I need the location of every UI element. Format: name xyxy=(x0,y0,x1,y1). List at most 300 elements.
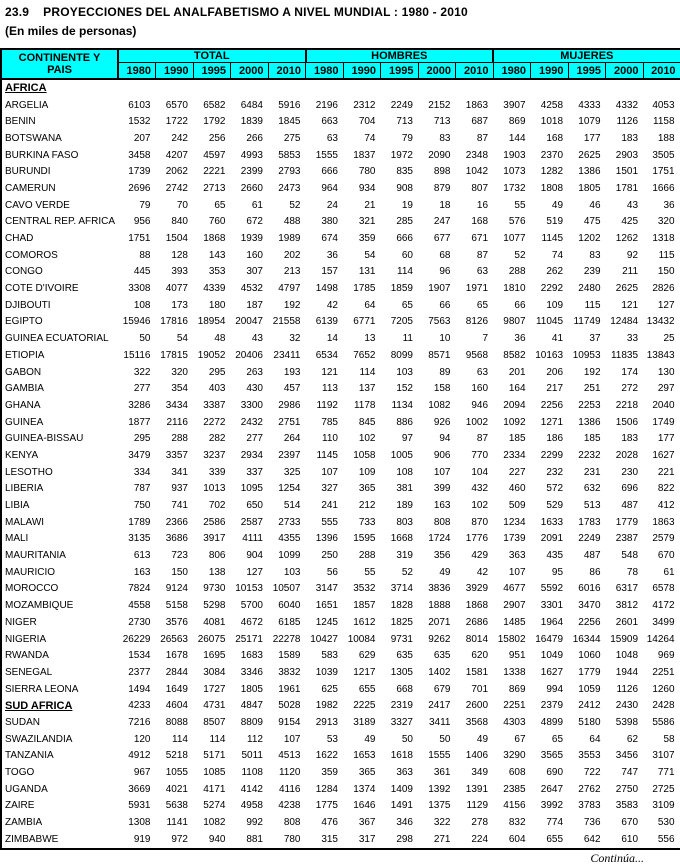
value-cell: 49 xyxy=(364,733,376,745)
value-cell: 107 xyxy=(508,566,526,578)
value-cell: 655 xyxy=(546,833,564,845)
value-cell: 41 xyxy=(551,333,564,345)
value-cell: 1612 xyxy=(353,616,376,628)
value-cell: 1627 xyxy=(540,666,564,678)
value-cell: 21 xyxy=(364,199,376,211)
value-cell: 432 xyxy=(471,483,489,495)
table-row xyxy=(1,581,680,598)
value-cell: 114 xyxy=(397,266,413,278)
table-row xyxy=(1,214,680,231)
value-cell: 365 xyxy=(358,483,376,495)
value-cell: 60 xyxy=(401,249,413,261)
value-cell: 256 xyxy=(208,132,226,144)
value-cell: 1555 xyxy=(428,750,451,762)
value-cell: 102 xyxy=(471,500,489,512)
value-cell: 808 xyxy=(433,516,451,528)
value-cell: 6771 xyxy=(353,316,376,328)
value-cell: 1082 xyxy=(203,817,226,829)
value-cell: 2312 xyxy=(353,99,376,111)
value-cell: 109 xyxy=(358,466,376,478)
table-row xyxy=(1,531,680,548)
value-cell: 946 xyxy=(471,399,489,411)
value-cell: 7652 xyxy=(353,349,376,361)
value-cell: 83 xyxy=(589,249,601,261)
value-cell: 174 xyxy=(621,366,639,378)
value-cell: 115 xyxy=(584,299,601,311)
value-cell: 632 xyxy=(583,483,601,495)
value-cell: 2934 xyxy=(240,449,263,461)
value-cell: 114 xyxy=(359,366,376,378)
value-cell: 150 xyxy=(657,266,675,278)
value-cell: 317 xyxy=(358,833,376,845)
value-cell: 163 xyxy=(133,566,151,578)
value-cell: 1145 xyxy=(316,449,338,461)
country-name: COMOROS xyxy=(5,249,58,261)
value-cell: 264 xyxy=(283,433,301,445)
value-cell: 3714 xyxy=(390,583,413,595)
value-cell: 4021 xyxy=(165,783,188,795)
table-row xyxy=(1,798,680,815)
value-cell: 42 xyxy=(476,566,489,578)
value-cell: 1375 xyxy=(428,800,451,812)
value-cell: 16344 xyxy=(572,633,601,645)
value-cell: 2762 xyxy=(578,783,601,795)
value-cell: 10153 xyxy=(235,583,263,595)
value-cell: 1082 xyxy=(428,399,451,411)
value-cell: 157 xyxy=(321,266,338,278)
value-cell: 4797 xyxy=(278,283,301,295)
value-cell: 25171 xyxy=(235,633,263,645)
value-cell: 232 xyxy=(546,466,564,478)
value-cell: 5916 xyxy=(278,99,301,111)
value-cell: 1668 xyxy=(390,533,413,545)
value-cell: 13843 xyxy=(646,349,675,361)
value-cell: 969 xyxy=(657,650,675,662)
value-cell: 3286 xyxy=(128,399,151,411)
value-cell: 188 xyxy=(657,132,675,144)
value-cell: 1633 xyxy=(540,516,564,528)
value-cell: 3505 xyxy=(652,149,675,161)
value-cell: 242 xyxy=(171,132,188,144)
value-cell: 1595 xyxy=(353,533,376,545)
value-cell: 5028 xyxy=(278,700,301,712)
value-cell: 1805 xyxy=(240,683,263,695)
value-cell: 10163 xyxy=(535,349,564,361)
value-cell: 4207 xyxy=(165,149,188,161)
value-cell: 1964 xyxy=(540,616,564,628)
value-cell: 1837 xyxy=(353,149,376,161)
value-cell: 83 xyxy=(439,132,451,144)
value-cell: 5274 xyxy=(203,800,226,812)
header-group-total: TOTAL xyxy=(118,49,306,63)
header-year-2000: 2000 xyxy=(418,63,456,80)
value-cell: 2430 xyxy=(615,700,639,712)
value-cell: 108 xyxy=(133,299,151,311)
header-year-1990: 1990 xyxy=(156,63,194,80)
value-cell: 108 xyxy=(396,466,413,478)
value-cell: 295 xyxy=(208,366,226,378)
country-name: BOTSWANA xyxy=(5,132,62,144)
country-name: NIGER xyxy=(5,616,37,628)
value-cell: 3565 xyxy=(540,750,564,762)
value-cell: 4053 xyxy=(652,99,675,111)
value-cell: 1722 xyxy=(165,116,188,128)
value-cell: 36 xyxy=(514,333,526,345)
value-cell: 1217 xyxy=(353,666,376,678)
header-year-1990: 1990 xyxy=(343,63,381,80)
value-cell: 87 xyxy=(476,249,489,261)
value-cell: 1857 xyxy=(353,600,376,612)
value-cell: 65 xyxy=(401,299,413,311)
value-cell: 642 xyxy=(583,833,601,845)
value-cell: 1792 xyxy=(203,116,226,128)
value-cell: 2600 xyxy=(465,700,489,712)
value-cell: 52 xyxy=(289,199,301,211)
value-cell: 1877 xyxy=(128,416,151,428)
value-cell: 14264 xyxy=(646,633,675,645)
value-cell: 186 xyxy=(546,433,564,445)
value-cell: 475 xyxy=(583,216,601,228)
value-cell: 17815 xyxy=(160,349,188,361)
value-cell: 2480 xyxy=(578,283,601,295)
value-cell: 217 xyxy=(546,383,564,395)
value-cell: 509 xyxy=(508,500,526,512)
value-cell: 6317 xyxy=(615,583,639,595)
value-cell: 192 xyxy=(583,366,601,378)
page-subtitle: (En miles de personas) xyxy=(5,24,137,38)
value-cell: 10953 xyxy=(572,349,601,361)
value-cell: 666 xyxy=(396,233,413,245)
value-cell: 1108 xyxy=(241,767,263,779)
value-cell: 1254 xyxy=(278,483,301,495)
value-cell: 74 xyxy=(551,249,564,261)
value-cell: 2986 xyxy=(278,399,301,411)
value-cell: 1683 xyxy=(240,650,263,662)
value-cell: 20406 xyxy=(235,349,263,361)
value-cell: 1095 xyxy=(240,483,263,495)
value-cell: 1732 xyxy=(503,182,526,194)
value-cell: 625 xyxy=(321,683,338,695)
country-name: SUDAN xyxy=(5,716,41,728)
country-name: BURKINA FASO xyxy=(5,149,79,161)
value-cell: 1863 xyxy=(652,516,675,528)
value-cell: 2062 xyxy=(165,166,188,178)
value-cell: 74 xyxy=(364,132,376,144)
value-cell: 4171 xyxy=(203,783,226,795)
value-cell: 2379 xyxy=(540,700,564,712)
value-cell: 835 xyxy=(396,166,413,178)
value-cell: 513 xyxy=(583,500,601,512)
table-row xyxy=(1,113,680,130)
value-cell: 2249 xyxy=(578,533,601,545)
value-cell: 572 xyxy=(546,483,564,495)
country-name: DJIBOUTI xyxy=(5,299,51,311)
value-cell: 412 xyxy=(657,500,675,512)
value-cell: 4339 xyxy=(203,283,226,295)
value-cell: 3147 xyxy=(315,583,338,595)
value-cell: 2660 xyxy=(240,182,263,194)
value-cell: 3499 xyxy=(652,616,675,628)
value-cell: 63 xyxy=(476,266,489,278)
value-cell: 1825 xyxy=(390,616,413,628)
value-cell: 992 xyxy=(246,817,263,829)
value-cell: 5171 xyxy=(203,750,226,762)
country-name: BENIN xyxy=(5,116,36,128)
value-cell: 2844 xyxy=(165,666,188,678)
value-cell: 1779 xyxy=(578,666,601,678)
value-cell: 64 xyxy=(589,733,601,745)
value-cell: 919 xyxy=(133,833,151,845)
value-cell: 3084 xyxy=(203,666,226,678)
value-cell: 131 xyxy=(358,266,376,278)
value-cell: 1262 xyxy=(615,233,639,245)
country-name: ETIOPIA xyxy=(5,349,45,361)
value-cell: 4597 xyxy=(203,149,226,161)
value-cell: 4532 xyxy=(240,283,263,295)
value-cell: 1042 xyxy=(465,166,489,178)
value-cell: 231 xyxy=(583,466,601,478)
country-name: CENTRAL REP. AFRICA xyxy=(5,216,116,228)
value-cell: 15909 xyxy=(610,633,639,645)
value-cell: 9731 xyxy=(390,633,413,645)
value-cell: 63 xyxy=(476,366,489,378)
table-row xyxy=(1,330,680,347)
value-cell: 1126 xyxy=(616,116,639,128)
value-cell: 10427 xyxy=(310,633,338,645)
value-cell: 1005 xyxy=(390,449,413,461)
table-row xyxy=(1,180,680,197)
value-cell: 2040 xyxy=(652,399,675,411)
value-cell: 2751 xyxy=(278,416,301,428)
value-cell: 7216 xyxy=(128,716,151,728)
value-cell: 110 xyxy=(322,433,338,445)
value-cell: 1903 xyxy=(503,149,526,161)
value-cell: 26229 xyxy=(122,633,151,645)
country-name: CHAD xyxy=(5,233,34,245)
value-cell: 46 xyxy=(589,199,601,211)
value-cell: 807 xyxy=(471,182,489,194)
value-cell: 3832 xyxy=(278,666,301,678)
value-cell: 822 xyxy=(657,483,675,495)
value-cell: 79 xyxy=(139,199,151,211)
value-cell: 1491 xyxy=(390,800,413,812)
value-cell: 3290 xyxy=(503,750,526,762)
table-row xyxy=(1,781,680,798)
value-cell: 3576 xyxy=(165,616,188,628)
table-row xyxy=(1,497,680,514)
header-continente-line: CONTINENTE Y xyxy=(18,52,101,64)
table-row xyxy=(1,447,680,464)
value-cell: 183 xyxy=(621,132,639,144)
country-name: ARGELIA xyxy=(5,99,49,111)
table-row xyxy=(1,247,680,264)
value-cell: 3411 xyxy=(428,716,451,728)
value-cell: 671 xyxy=(471,233,489,245)
value-cell: 2826 xyxy=(652,283,675,295)
value-cell: 487 xyxy=(621,500,639,512)
value-cell: 5218 xyxy=(165,750,188,762)
value-cell: 1202 xyxy=(578,233,601,245)
value-cell: 951 xyxy=(508,650,526,662)
value-cell: 2225 xyxy=(353,700,376,712)
value-cell: 5011 xyxy=(241,750,263,762)
value-cell: 2730 xyxy=(128,616,151,628)
value-cell: 94 xyxy=(439,433,451,445)
value-cell: 4142 xyxy=(240,783,263,795)
value-cell: 994 xyxy=(546,683,564,695)
country-name: SWAZILANDIA xyxy=(5,733,73,745)
value-cell: 666 xyxy=(321,166,338,178)
value-cell: 4333 xyxy=(578,99,601,111)
table-row xyxy=(1,597,680,614)
value-cell: 349 xyxy=(471,767,489,779)
value-cell: 3929 xyxy=(465,583,489,595)
value-cell: 2725 xyxy=(652,783,675,795)
value-cell: 869 xyxy=(508,116,526,128)
value-cell: 19052 xyxy=(197,349,226,361)
value-cell: 10507 xyxy=(272,583,301,595)
table-row xyxy=(1,481,680,498)
value-cell: 8571 xyxy=(428,349,451,361)
value-cell: 870 xyxy=(471,516,489,528)
value-cell: 2428 xyxy=(652,700,675,712)
value-cell: 1775 xyxy=(315,800,338,812)
value-cell: 926 xyxy=(433,416,451,428)
value-cell: 163 xyxy=(433,500,451,512)
value-cell: 2377 xyxy=(128,666,151,678)
value-cell: 722 xyxy=(583,767,601,779)
value-cell: 5592 xyxy=(540,583,564,595)
value-cell: 2601 xyxy=(615,616,639,628)
value-cell: 1260 xyxy=(652,683,675,695)
value-cell: 206 xyxy=(546,366,564,378)
value-cell: 7824 xyxy=(128,583,151,595)
value-cell: 251 xyxy=(583,383,601,395)
value-cell: 334 xyxy=(133,466,151,478)
value-cell: 2432 xyxy=(240,416,263,428)
value-cell: 315 xyxy=(321,833,338,845)
value-cell: 1049 xyxy=(540,650,564,662)
value-cell: 2256 xyxy=(540,399,564,411)
value-cell: 50 xyxy=(401,733,413,745)
value-cell: 1092 xyxy=(503,416,526,428)
value-cell: 898 xyxy=(433,166,451,178)
value-cell: 1972 xyxy=(390,149,413,161)
country-name: MAURITANIA xyxy=(5,550,66,562)
value-cell: 2417 xyxy=(428,700,451,712)
value-cell: 102 xyxy=(358,433,376,445)
value-cell: 3434 xyxy=(165,399,188,411)
value-cell: 6103 xyxy=(128,99,151,111)
country-name: MALAWI xyxy=(5,516,45,528)
value-cell: 247 xyxy=(433,216,451,228)
value-cell: 42 xyxy=(326,299,338,311)
value-cell: 18 xyxy=(439,199,451,211)
value-cell: 1989 xyxy=(278,233,301,245)
value-cell: 629 xyxy=(358,650,376,662)
value-cell: 64 xyxy=(364,299,376,311)
value-cell: 2116 xyxy=(166,416,188,428)
table-row xyxy=(1,614,680,631)
value-cell: 92 xyxy=(626,249,639,261)
value-cell: 103 xyxy=(283,566,301,578)
value-cell: 295 xyxy=(133,433,151,445)
value-cell: 1282 xyxy=(540,166,564,178)
value-cell: 2218 xyxy=(615,399,639,411)
country-name: CONGO xyxy=(5,266,43,278)
value-cell: 15802 xyxy=(497,633,526,645)
value-cell: 96 xyxy=(439,266,451,278)
value-cell: 22278 xyxy=(272,633,301,645)
table-row xyxy=(1,748,680,765)
table-row xyxy=(1,547,680,564)
value-cell: 297 xyxy=(657,383,675,395)
value-cell: 774 xyxy=(546,817,564,829)
value-cell: 10 xyxy=(439,333,451,345)
table-row xyxy=(1,664,680,681)
value-cell: 1944 xyxy=(615,666,639,678)
value-cell: 4156 xyxy=(503,800,526,812)
value-cell: 1338 xyxy=(503,666,526,678)
value-cell: 8099 xyxy=(390,349,413,361)
header-year-1980: 1980 xyxy=(306,63,344,80)
value-cell: 1284 xyxy=(315,783,338,795)
statistics-table xyxy=(0,48,680,850)
value-cell: 152 xyxy=(396,383,413,395)
value-cell: 54 xyxy=(176,333,188,345)
value-cell: 87 xyxy=(476,132,489,144)
value-cell: 2152 xyxy=(428,99,451,111)
value-cell: 2586 xyxy=(203,516,226,528)
value-cell: 1055 xyxy=(165,767,188,779)
value-cell: 3189 xyxy=(353,716,376,728)
value-cell: 3917 xyxy=(203,533,226,545)
value-cell: 1305 xyxy=(390,666,413,678)
value-cell: 1386 xyxy=(578,166,601,178)
country-name: GABON xyxy=(5,366,42,378)
value-cell: 1498 xyxy=(315,283,338,295)
value-cell: 321 xyxy=(358,216,376,228)
value-cell: 4958 xyxy=(240,800,263,812)
value-cell: 127 xyxy=(657,299,675,311)
value-cell: 1318 xyxy=(652,233,675,245)
value-cell: 33 xyxy=(626,333,639,345)
value-cell: 1178 xyxy=(353,399,376,411)
value-cell: 1386 xyxy=(578,416,601,428)
table-row xyxy=(1,831,680,849)
value-cell: 19 xyxy=(401,199,413,211)
value-cell: 120 xyxy=(133,733,151,745)
value-cell: 1073 xyxy=(503,166,526,178)
value-cell: 288 xyxy=(171,433,188,445)
value-cell: 548 xyxy=(621,550,639,562)
value-cell: 1494 xyxy=(128,683,151,695)
value-cell: 1727 xyxy=(203,683,226,695)
value-cell: 4111 xyxy=(242,533,263,545)
value-cell: 168 xyxy=(471,216,489,228)
table-row xyxy=(1,397,680,414)
value-cell: 16 xyxy=(476,199,489,211)
value-cell: 66 xyxy=(439,299,451,311)
value-cell: 158 xyxy=(433,383,451,395)
table-row xyxy=(1,647,680,664)
value-cell: 23411 xyxy=(273,349,301,361)
value-cell: 1776 xyxy=(465,533,489,545)
value-cell: 1581 xyxy=(465,666,489,678)
value-cell: 908 xyxy=(396,182,413,194)
table-row xyxy=(1,814,680,831)
value-cell: 5398 xyxy=(615,716,639,728)
